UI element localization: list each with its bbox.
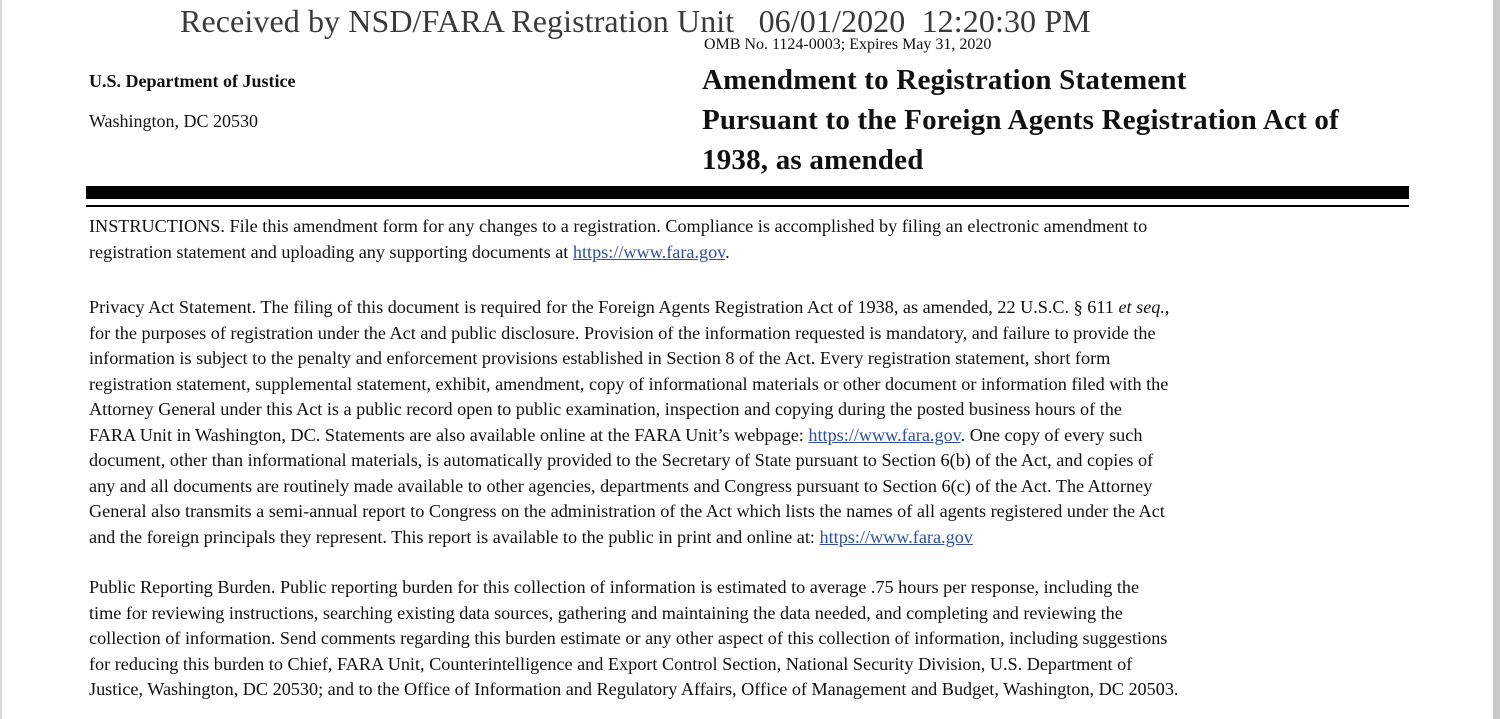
burden-line: Public Reporting Burden. Public reporting burden for this collection of information is estimated to average .75 hours per response, including the bbox=[89, 577, 1140, 597]
burden-line: time for reviewing instructions, searching existing data sources, gathering and maintaining the data needed, and completing and reviewing the bbox=[89, 602, 1123, 623]
form-title-line-2: Pursuant to the Foreign Agents Registration Act of bbox=[702, 104, 1339, 136]
privacy-line: General also transmits a semi-annual report to Congress on the administration of the Act which lists the names of all agents registered under the Act bbox=[89, 501, 1165, 521]
privacy-line: and the foreign principals they represent. This report is available to the public in print and online at: https://www.fara.gov bbox=[89, 526, 973, 547]
instructions-paragraph bbox=[89, 214, 1419, 265]
privacy-line: information is subject to the penalty and enforcement provisions established in Section 8 of the Act. Every registration statement, short form bbox=[89, 348, 1111, 368]
fara-website-link[interactable]: https://www.fara.gov bbox=[572, 241, 726, 262]
header-rule-thick bbox=[86, 186, 1409, 199]
fara-webpage-link[interactable]: https://www.fara.gov bbox=[808, 424, 961, 445]
privacy-line: Privacy Act Statement. The filing of this document is required for the Foreign Agents Registration Act of 1938, as amended, 22 U.S.C. § 611 et seq., bbox=[89, 297, 1170, 317]
burden-line: collection of information. Send comments regarding this burden estimate or any other aspect of this collection of information, including suggestions bbox=[89, 628, 1168, 648]
privacy-line: document, other than informational materials, is automatically provided to the Secretary of State pursuant to Section 6(b) of the Act, and copies of bbox=[89, 450, 1154, 470]
omb-number: OMB No. 1124-0003; Expires May 31, 2020 bbox=[704, 36, 992, 53]
fara-report-link[interactable]: https://www.fara.gov bbox=[819, 526, 973, 547]
agency-location: Washington, DC 20530 bbox=[89, 111, 259, 131]
privacy-line: registration statement, supplemental statement, exhibit, amendment, copy of informational materials or other document or information filed with the bbox=[89, 373, 1169, 394]
form-title-line-3: 1938, as amended bbox=[702, 144, 924, 176]
page-edge-right bbox=[1493, 0, 1500, 719]
reporting-burden-paragraph bbox=[89, 575, 1419, 703]
privacy-line: any and all documents are routinely made available to other agencies, departments and Congress pursuant to Section 6(c) of the Act. The Attorney bbox=[89, 475, 1153, 496]
privacy-line: Attorney General under this Act is a public record open to public examination, inspection and copying during the posted business hours of the bbox=[89, 399, 1122, 419]
form-title bbox=[702, 60, 1422, 180]
received-stamp: Received by NSD/FARA Registration Unit 06/01/2020 12:20:30 PM bbox=[180, 3, 1091, 39]
burden-line: for reducing this burden to Chief, FARA Unit, Counterintelligence and Export Control Section, National Security Division, U.S. Department of bbox=[89, 653, 1133, 674]
agency-name: U.S. Department of Justice bbox=[89, 71, 296, 91]
privacy-line: for the purposes of registration under the Act and public disclosure. Provision of the information requested is mandatory, and failure to provide the bbox=[89, 322, 1156, 343]
page-edge-left bbox=[0, 0, 2, 719]
instructions-line: INSTRUCTIONS. File this amendment form for any changes to a registration. Compliance is accomplished by filing an electronic amendment to bbox=[89, 216, 1148, 236]
privacy-line: FARA Unit in Washington, DC. Statements are also available online at the FARA Unit’s webpage: https://www.fara.gov. One copy of every such bbox=[89, 424, 1143, 445]
privacy-act-paragraph bbox=[89, 295, 1419, 550]
instructions-line: registration statement and uploading any supporting documents at https://www.fara.gov. bbox=[89, 241, 730, 262]
form-title-line-1: Amendment to Registration Statement bbox=[702, 64, 1187, 96]
header-rule-thin bbox=[86, 205, 1409, 207]
burden-line: Justice, Washington, DC 20530; and to the Office of Information and Regulatory Affairs, Office of Management and Budget, Washington, DC 20503. bbox=[89, 679, 1179, 699]
